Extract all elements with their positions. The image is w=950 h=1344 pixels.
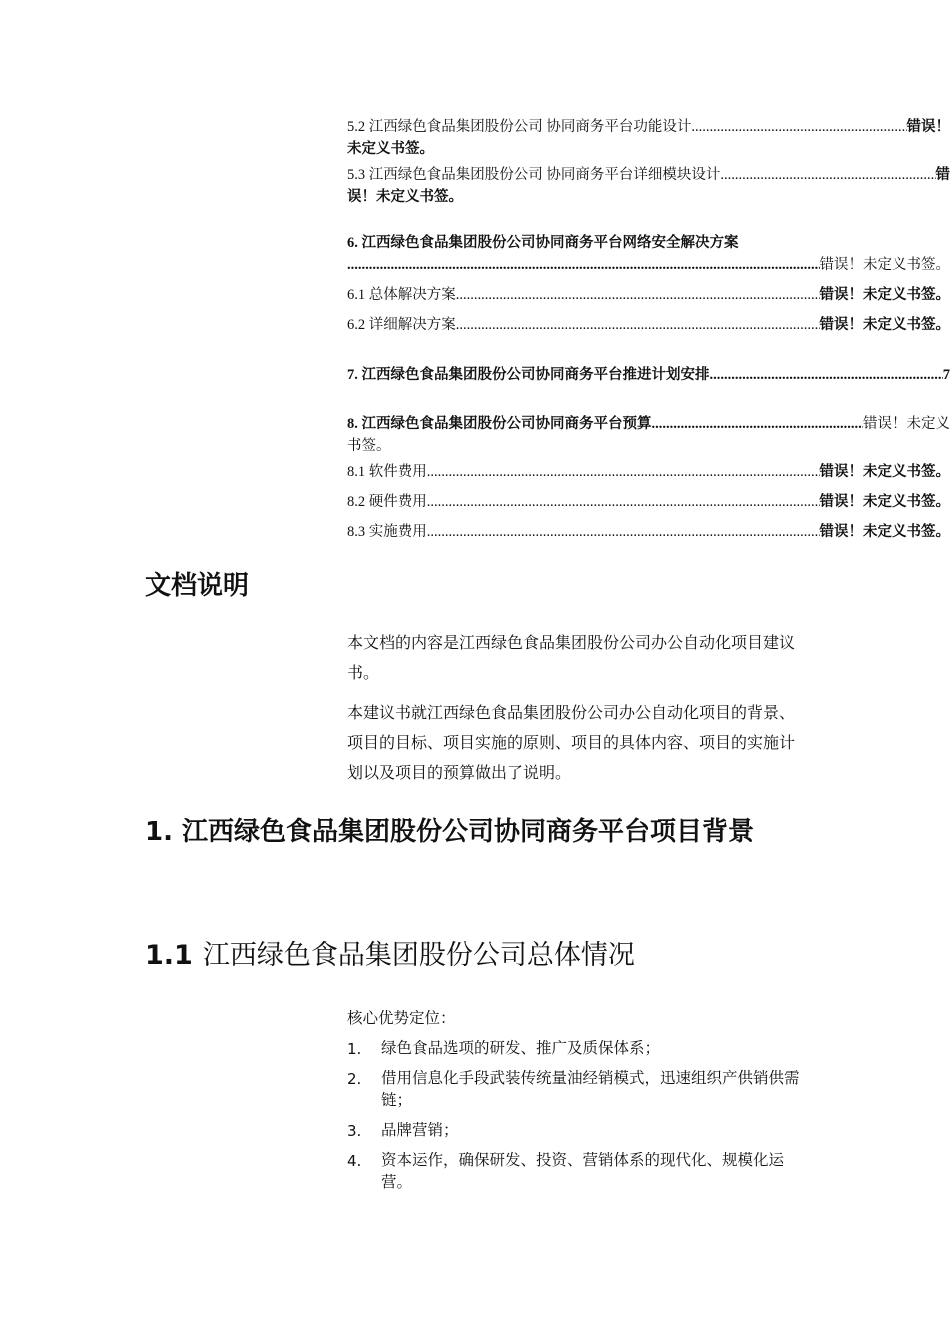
toc-entry-8-3[interactable] xyxy=(347,521,950,543)
list-text: 品牌营销； xyxy=(381,1122,459,1139)
toc-leader xyxy=(456,314,820,336)
section-1-1-heading xyxy=(145,933,635,972)
toc-label: 6. 江西绿色食品集团股份公司协同商务平台网络安全解决方案 xyxy=(347,235,739,251)
toc-error-ref: 错误！未定义书签。 xyxy=(819,494,950,510)
toc-error-ref: 错 xyxy=(935,167,950,183)
toc-label: 5.3 江西绿色食品集团股份公司 协同商务平台详细模块设计 xyxy=(347,167,721,183)
toc-entry-5-2[interactable] xyxy=(347,116,950,160)
toc-page-number: 7 xyxy=(942,367,950,383)
toc-entry-5-3[interactable] xyxy=(347,164,950,208)
toc-leader xyxy=(427,491,820,513)
doc-note-paragraph-1: 本文档的内容是江西绿色食品集团股份公司办公自动化项目建议书。 xyxy=(347,635,796,682)
toc-leader xyxy=(691,116,906,138)
toc-leader xyxy=(347,254,820,276)
toc-leader xyxy=(710,364,943,386)
list-text: 资本运作，确保研发、投资、营销体系的现代化、规模化运营。 xyxy=(381,1152,785,1191)
toc-label: 8. 江西绿色食品集团股份公司协同商务平台预算 xyxy=(347,416,652,432)
list-number: 2. xyxy=(347,1070,362,1088)
toc-error-ref: 错误！未定义书签。 xyxy=(819,524,950,540)
toc-error-continuation: 未定义书签。 xyxy=(347,141,434,157)
list-number: 1. xyxy=(347,1040,362,1058)
toc-entry-6-1[interactable] xyxy=(347,284,950,306)
section-title: 江西绿色食品集团股份公司总体情况 xyxy=(202,940,635,971)
toc-error-ref: 错误！未定义书签。 xyxy=(819,464,950,480)
list-number: 3. xyxy=(347,1122,362,1140)
toc-entry-6-2[interactable] xyxy=(347,314,950,336)
toc-error-continuation: 书签。 xyxy=(347,438,391,454)
list-item xyxy=(347,1068,807,1112)
toc-label: 8.1 软件费用 xyxy=(347,464,427,480)
list-number: 4. xyxy=(347,1152,362,1170)
toc-error-ref: 错误！ xyxy=(906,119,950,135)
toc-label: 5.2 江西绿色食品集团股份公司 协同商务平台功能设计 xyxy=(347,119,692,135)
toc-error-ref: 错误！未定义书签。 xyxy=(819,257,950,273)
doc-note-paragraph-2: 本建议书就江西绿色食品集团股份公司办公自动化项目的背景、项目的目标、项目实施的原则、项目的具体内容、项目的实施计划以及项目的预算做出了说明。 xyxy=(347,705,796,782)
core-advantages xyxy=(347,1008,807,1202)
toc-label: 8.3 实施费用 xyxy=(347,524,427,540)
toc-entry-7[interactable] xyxy=(347,364,950,386)
list-item xyxy=(347,1120,807,1142)
toc-error-ref: 错误！未定义 xyxy=(863,416,950,432)
toc-leader xyxy=(427,461,820,483)
toc-entry-6[interactable] xyxy=(347,232,950,276)
toc-entry-8-1[interactable] xyxy=(347,461,950,483)
toc-label: 6.2 详细解决方案 xyxy=(347,317,456,333)
toc-error-ref: 错误！未定义书签。 xyxy=(819,317,950,333)
toc-label: 7. 江西绿色食品集团股份公司协同商务平台推进计划安排 xyxy=(347,367,710,383)
list-item xyxy=(347,1150,807,1194)
list-text: 借用信息化手段武装传统量油经销模式，迅速组织产供销供需链； xyxy=(381,1070,800,1109)
list-item xyxy=(347,1038,807,1060)
toc-leader xyxy=(652,413,864,435)
toc-label: 8.2 硬件费用 xyxy=(347,494,427,510)
toc-leader xyxy=(720,164,935,186)
toc-entry-8[interactable] xyxy=(347,413,950,457)
toc-error-continuation: 误！未定义书签。 xyxy=(347,189,463,205)
toc-error-ref: 错误！未定义书签。 xyxy=(819,287,950,303)
list-intro: 核心优势定位： xyxy=(347,1010,456,1027)
toc-entry-8-2[interactable] xyxy=(347,491,950,513)
toc-leader xyxy=(427,521,820,543)
section-number: 1.1 xyxy=(145,940,193,971)
doc-note-heading: 文档说明 xyxy=(145,571,250,601)
list-text: 绿色食品选项的研发、推广及质保体系； xyxy=(381,1040,661,1057)
toc-leader xyxy=(456,284,820,306)
toc-label: 6.1 总体解决方案 xyxy=(347,287,456,303)
section-1-heading: 1. 江西绿色食品集团股份公司协同商务平台项目背景 xyxy=(145,817,755,847)
